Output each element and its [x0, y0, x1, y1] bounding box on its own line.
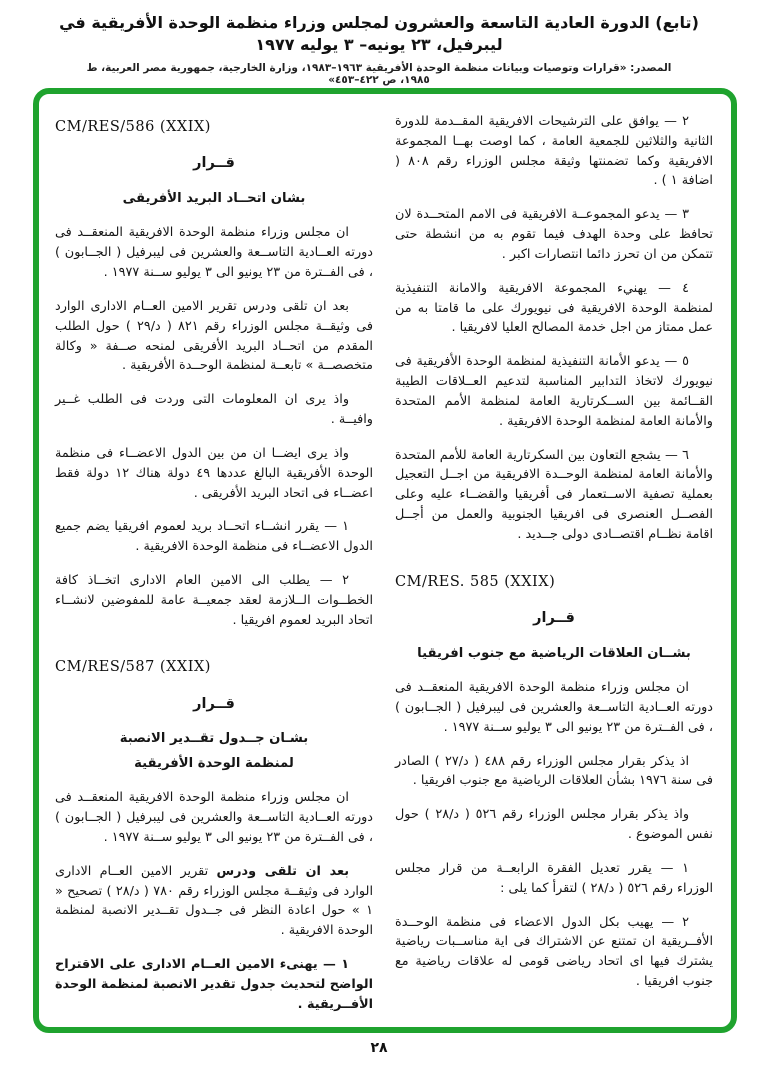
subject-heading-585: بشــان العلاقات الرياضية مع جنوب افريقيا: [417, 645, 691, 661]
res585-paragraph: اذ يذكر بقرار مجلس الوزراء رقم ٤٨٨ ( د/٢٧ ) الصادر فى سنة ١٩٧٦ بشأن العلاقات الرياضية مع جنوب افريقيا .: [395, 753, 713, 789]
decree-heading-586: قــرار: [193, 155, 235, 172]
two-column-layout: [55, 112, 713, 1017]
paragraph-item-2: ٢ — يوافق على الترشيحات الافريقية المقــدمة للدورة الثانية والثلاثين للجمعية العامة ، كما اوصت بهــا المجموعة الافريقية وكما تضمنتها وثيقة مجلس الوزراء رقم ٨٠٨ ( اضافة ١ ) .: [395, 114, 713, 189]
res586-paragraph: واذ يرى ايضــا ان من بين الدول الاعضــاء فى منظمة الوحدة الأفريقية البالغ عددها ٤٩ دولة هناك ١٢ دولة فقط اعضــاء فى اتحاد البريد الأفريقى .: [55, 445, 373, 501]
content-frame: [33, 88, 737, 1033]
res586-paragraph: ان مجلس وزراء منظمة الوحدة الافريقية المنعقــد فى دورته العــادية التاســعة والعشرين فى ليبرفيل ( الجــابون ) ، فى الفــترة من ٢٣ يونيو الى ٣ يوليو ســنة ١٩٧٧ .: [55, 225, 373, 281]
paragraph-item-4: ٤ — يهنيء المجموعة الافريقية والامانة التنفيذية لمنظمة الوحدة الافريقية فى نيويورك على ما قامتا به من عمل ممتاز من اجل خدمة المصالح العليا لافريقيا .: [395, 280, 713, 336]
res587-paragraph: [55, 862, 373, 941]
res585-paragraph: ان مجلس وزراء منظمة الوحدة الافريقية المنعقــد فى دورته العــادية التاســعة والعشرين فى ليبرفيل ( الجــابون ) ، فى الفــترة من ٢٣ يونيو الى ٣ يوليو ســنة ١٩٧٧ .: [395, 680, 713, 735]
page-number: ٢٨: [370, 1040, 388, 1056]
res586-paragraph: ١ — يقرر انشــاء اتحــاد بريد لعموم افريقيا يضم جميع الدول الاعضــاء فى منظمة الوحدة الافريقية .: [55, 519, 373, 555]
subject-heading-587-line1: بشـان جــدول تقــدير الانصبة: [119, 731, 309, 747]
decree-heading-587: قــرار: [193, 695, 235, 712]
res585-paragraph: ١ — يقرر تعديل الفقرة الرابعــة من قرار مجلس الوزراء رقم ٥٢٦ ( د/٢٨ ) لتقرأ كما يلى :: [395, 860, 713, 896]
res586-paragraph: ٢ — يطلب الى الامين العام الادارى اتخــاذ كافة الخطــوات الــلازمة لعقد جمعيــة عامة للمفوضين لانشــاء اتحاد البريد لعموم افريقيا .: [55, 572, 373, 628]
paragraph-item-6: ٦ — يشجع التعاون بين السكرتارية العامة للأمم المتحدة والأمانة العامة لمنظمة الوحــدة الافريقية من اجــل التعجيل بعملية تصفية الاســتعمار فى أفريقيا والقضــاء عليه وعلى الفصــل العنصرى فى افريقيا الجنوبية والعمل من أجــل اقامة نظــام اقتصــادى دولى جــديد .: [395, 447, 713, 542]
res586-paragraph: واذ يرى ان المعلومات التى وردت فى الطلب غــير وافيــة .: [55, 392, 373, 428]
column-right: [395, 112, 713, 1017]
res587-final-paragraph: ١ — يهنىء الامين العــام الادارى على الاقتراح الواضح لتحديث جدول تقدير الانصبة لمنظمة الوحدة الأفــريقية .: [55, 957, 373, 1012]
res587-receipt-rest: تقرير الامين العــام الادارى الوارد فى وثيقــة مجلس الوزراء رقم ٧٨٠ ( د/٢٨ ) تصحيح « ١ » حول اعادة النظر فى جــدول تقــدير الانصبة لمنظمة الوحدة الافريقية .: [55, 863, 374, 939]
session-title: (تابع) الدورة العادية التاسعة والعشرون لمجلس وزراء منظمة الوحدة الأفريقية في ليبرفيل، ٢٣ يونيه– ٣ يوليه ١٩٧٧: [59, 13, 699, 55]
page-header: [0, 12, 758, 86]
resolution-ref-585: CM/RES. 585 (XXIX): [395, 573, 556, 590]
decree-heading-585: قــرار: [533, 610, 575, 627]
res585-paragraph: واذ يذكر بقرار مجلس الوزراء رقم ٥٢٦ ( د/٢٨ ) حول نفس الموضوع .: [395, 807, 713, 843]
resolution-ref-586: CM/RES/586 (XXIX): [55, 119, 211, 135]
resolution-ref-587: CM/RES/587 (XXIX): [55, 659, 211, 676]
paragraph-item-3: ٣ — يدعو المجموعــة الافريقية فى الامم المتحــدة لان تحافظ على وحدة الهدف فيما تقوم به من انشطة حتى تتمكن من ان تحرز دائما انتصارات اكبر .: [395, 207, 713, 262]
source-citation: المصدر: «قرارات وتوصيات وبيانات منظمة الوحدة الأفريقية ١٩٦٣–١٩٨٣، وزارة الخارجية، جمهورية مصر العربية، ط ١٩٨٥، ص ٤٢٢–٤٥٣»: [86, 61, 672, 86]
subject-heading-587-line2: لمنظمة الوحدة الأفريقية: [134, 755, 294, 771]
res587-receipt-lead: بعد ان تلقى ودرس: [216, 863, 350, 879]
res587-paragraph: ان مجلس وزراء منظمة الوحدة الافريقية المنعقــد فى دورته العــادية التاســعة والعشرين فى ليبرفيل ( الجــابون ) ، فى الفــترة من ٢٣ يونيو الى ٣ يوليو ســنة ١٩٧٧ .: [55, 790, 373, 845]
res585-paragraph: ٢ — يهيب بكل الدول الاعضاء فى منظمة الوحــدة الأفــريقية ان تمتنع عن الاشتراك فى اية مناســبات رياضية يشترك فيها اى اتحاد رياضى قومى له علاقات رياضية مع جنوب افريقيا .: [395, 914, 713, 990]
column-left: [55, 112, 373, 1017]
subject-heading-586: بشان اتحــاد البريد الأفريقى: [122, 190, 306, 206]
res586-paragraph: بعد ان تلقى ودرس تقرير الامين العــام الادارى الوارد فى وثيقــة مجلس الوزراء رقم ٨٢١ ( د/٢٩ ) حول الطلب المقدم من اتحــاد البريد الأفريقى لمنحه صــفة « وكالة متخصصــة » تابعــة لمنظمة الوحــدة الأفريقية .: [55, 298, 373, 374]
paragraph-item-5: ٥ — يدعو الأمانة التنفيذية لمنظمة الوحدة الأفريقية فى نيويورك لاتخاذ التدابير المناسبة لتدعيم العــلاقات الطيبة القــائمة بين الســكرتارية العامة لمنظمة الأمم المتحدة والأمانة العامة لمنظمة الوحدة الافريقية .: [395, 354, 713, 429]
